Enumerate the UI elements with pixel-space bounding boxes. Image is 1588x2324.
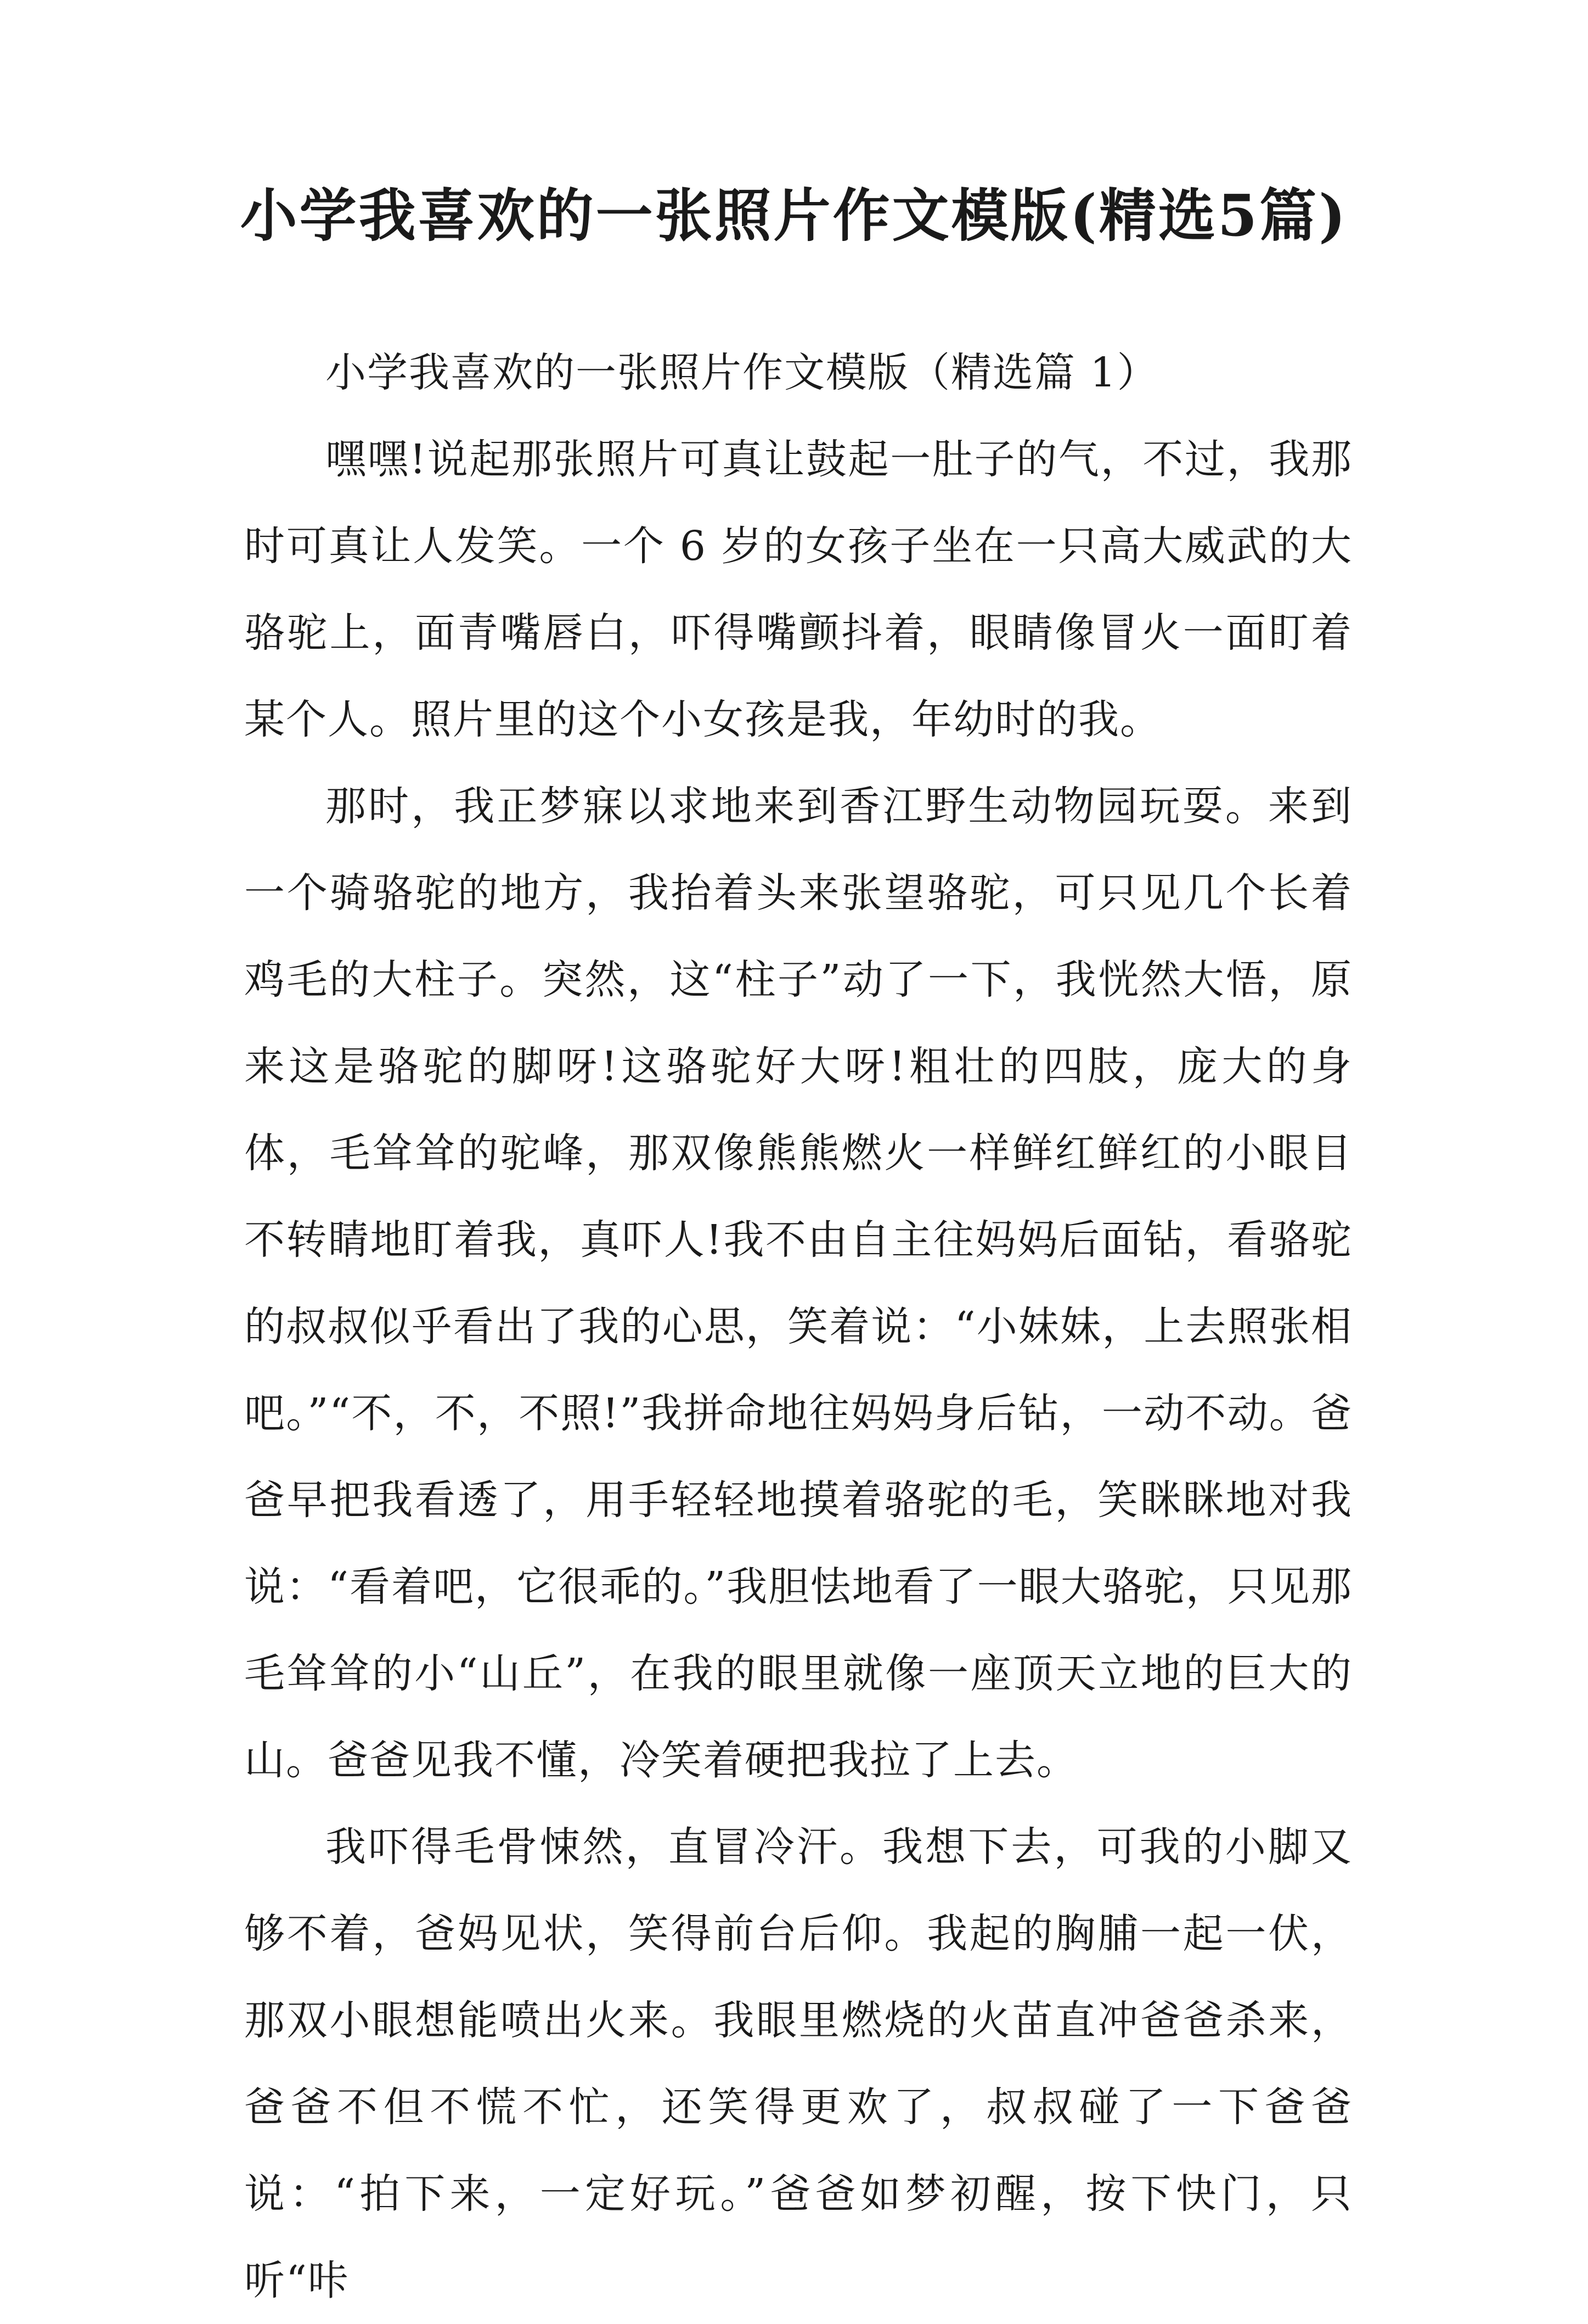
paragraph-3: 我吓得毛骨悚然，直冒冷汗。我想下去，可我的小脚又够不着，爸妈见状，笑得前台后仰。我起的胸脯一起一伏，那双小眼想能喷出火来。我眼里燃烧的火苗直冲爸爸杀来，爸爸不但不慌不忙，还笑得更欢了，叔叔碰了一下爸爸说：“拍下来，一定好玩。”爸爸如梦初醒，按下快门，只听“咔 <box>244 1823 1353 2304</box>
document-body <box>244 329 1353 2324</box>
document-title: 小学我喜欢的一张照片作文模版(精选5篇) <box>240 182 1348 249</box>
paragraph-2: 那时，我正梦寐以求地来到香江野生动物园玩耍。来到一个骑骆驼的地方，我抬着头来张望骆驼，可只见几个长着鸡毛的大柱子。突然，这“柱子”动了一下，我恍然大悟，原来这是骆驼的脚呀!这骆驼好大呀!粗壮的四肢，庞大的身体，毛耸耸的驼峰，那双像熊熊燃火一样鲜红鲜红的小眼目不转睛地盯着我，真吓人!我不由自主往妈妈后面钻，看骆驼的叔叔似乎看出了我的心思，笑着说：“小妹妹，上去照张相吧。”“不，不，不照!”我拼命地往妈妈身后钻，一动不动。爸爸早把我看透了，用手轻轻地摸着骆驼的毛，笑眯眯地对我说：“看着吧，它很乖的。”我胆怯地看了一眼大骆驼，只见那毛耸耸的小“山丘”，在我的眼里就像一座顶天立地的巨大的山。爸爸见我不懂，冷笑着硬把我拉了上去。 <box>244 783 1353 1784</box>
section-heading: 小学我喜欢的一张照片作文模版（精选篇 1） <box>325 349 1159 396</box>
paragraph-1: 嘿嘿!说起那张照片可真让鼓起一肚子的气，不过，我那时可真让人发笑。一个 6 岁的女孩子坐在一只高大威武的大骆驼上，面青嘴唇白，吓得嘴颤抖着，眼睛像冒火一面盯着某个人。照片里的这个小女孩是我，年幼时的我。 <box>244 436 1353 743</box>
